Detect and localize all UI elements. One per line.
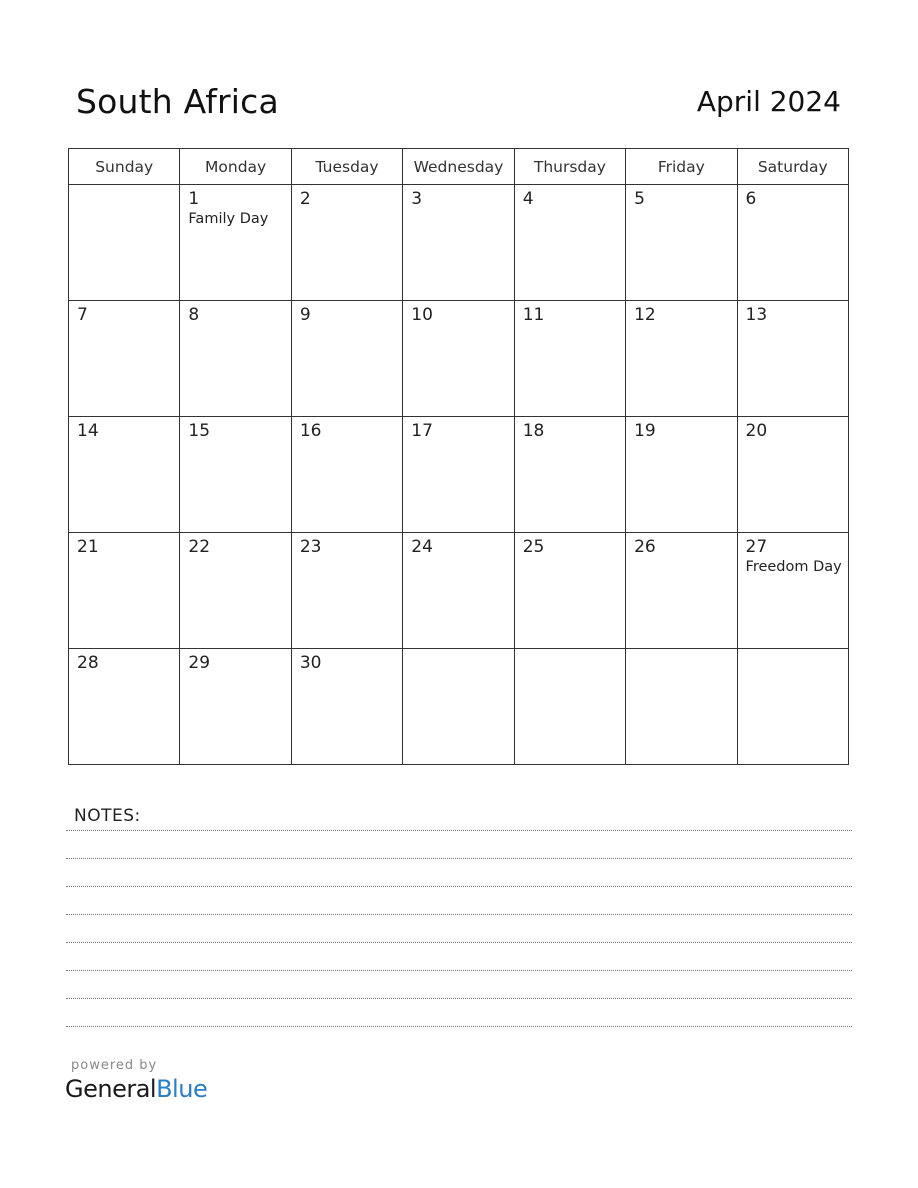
day-cell	[514, 649, 625, 765]
day-number	[515, 649, 625, 652]
weekday-header: Thursday	[514, 149, 625, 185]
day-cell	[180, 417, 291, 533]
day-cell	[626, 185, 737, 301]
logo-text-general: General	[65, 1075, 157, 1103]
note-line	[66, 914, 852, 915]
powered-by-text: powered by	[71, 1058, 158, 1073]
day-number: 29	[188, 653, 211, 673]
day-number: 12	[634, 305, 656, 325]
day-number	[69, 185, 179, 188]
day-cell	[626, 301, 737, 417]
day-cell	[69, 417, 180, 533]
logo-text-blue: Blue	[156, 1075, 208, 1103]
weekday-header: Friday	[626, 149, 737, 185]
note-line	[66, 886, 852, 887]
day-cell	[514, 533, 625, 649]
day-cell	[737, 533, 848, 649]
day-number: 19	[634, 421, 656, 441]
day-number: 9	[299, 305, 311, 325]
day-number: 23	[299, 537, 322, 557]
day-number	[626, 649, 736, 652]
day-number: 6	[745, 189, 757, 209]
day-number	[403, 649, 513, 652]
day-cell	[69, 301, 180, 417]
day-number: 30	[299, 653, 322, 673]
day-cell	[403, 417, 514, 533]
note-line	[66, 942, 852, 943]
day-cell	[737, 185, 848, 301]
day-cell	[180, 301, 291, 417]
weekday-header: Tuesday	[291, 149, 402, 185]
day-cell	[626, 649, 737, 765]
day-number: 2	[299, 189, 311, 209]
month-title: April 2024	[696, 85, 841, 118]
day-cell	[180, 185, 291, 301]
country-title: South Africa	[76, 82, 279, 121]
day-number: 14	[77, 421, 99, 441]
day-number: 28	[77, 653, 99, 673]
day-number: 20	[745, 421, 768, 441]
day-number: 22	[188, 537, 211, 557]
calendar-grid	[68, 148, 849, 765]
note-line	[66, 998, 852, 999]
day-cell	[69, 649, 180, 765]
day-cell	[626, 533, 737, 649]
day-number: 10	[411, 305, 433, 325]
weekday-header-row	[69, 149, 849, 185]
day-cell	[291, 301, 402, 417]
day-number: 16	[299, 421, 322, 441]
day-cell	[737, 417, 848, 533]
day-cell	[69, 185, 180, 301]
day-cell	[180, 533, 291, 649]
weekday-header: Monday	[180, 149, 291, 185]
day-number: 24	[411, 537, 433, 557]
holiday-label: Freedom Day	[745, 559, 842, 575]
day-number: 8	[188, 305, 200, 325]
day-cell	[737, 649, 848, 765]
day-number: 21	[77, 537, 99, 557]
day-cell	[291, 649, 402, 765]
day-cell	[291, 185, 402, 301]
day-cell	[737, 301, 848, 417]
day-number: 27	[745, 537, 768, 557]
day-number: 3	[411, 189, 423, 209]
day-cell	[291, 533, 402, 649]
note-line	[66, 858, 852, 859]
day-cell	[514, 417, 625, 533]
day-cell	[514, 185, 625, 301]
day-number: 5	[634, 189, 645, 209]
day-number: 26	[634, 537, 656, 557]
day-number: 7	[77, 305, 88, 325]
day-number	[738, 649, 848, 652]
day-number: 13	[745, 305, 768, 325]
day-cell	[180, 649, 291, 765]
day-number: 25	[522, 537, 545, 557]
day-cell	[403, 649, 514, 765]
day-cell	[403, 301, 514, 417]
weekday-header: Sunday	[69, 149, 180, 185]
day-cell	[403, 185, 514, 301]
day-cell	[403, 533, 514, 649]
day-cell	[291, 417, 402, 533]
day-number: 11	[522, 305, 545, 325]
day-cell	[626, 417, 737, 533]
weekday-header: Wednesday	[403, 149, 514, 185]
week-row	[69, 301, 849, 417]
weekday-header: Saturday	[737, 149, 848, 185]
notes-label: NOTES:	[74, 806, 141, 826]
week-row	[69, 417, 849, 533]
day-number: 18	[522, 421, 545, 441]
day-cell	[514, 301, 625, 417]
day-number: 4	[522, 189, 534, 209]
note-line	[66, 830, 852, 831]
note-line	[66, 970, 852, 971]
week-row	[69, 649, 849, 765]
note-line	[66, 1026, 852, 1027]
day-number: 15	[188, 421, 211, 441]
week-row	[69, 185, 849, 301]
week-row	[69, 533, 849, 649]
day-number: 1	[188, 189, 200, 209]
day-number: 17	[411, 421, 433, 441]
day-cell	[69, 533, 180, 649]
generalblue-logo[interactable]	[65, 1074, 207, 1104]
holiday-label: Family Day	[188, 211, 269, 227]
